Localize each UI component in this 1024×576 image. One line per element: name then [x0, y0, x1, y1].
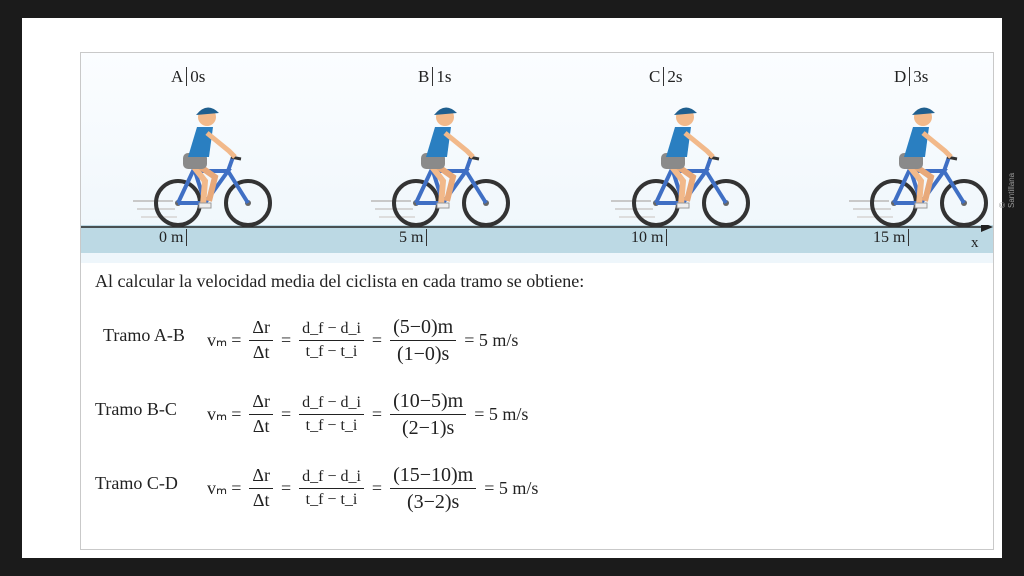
- tramo-row: [95, 305, 975, 375]
- d-t-fraction: [299, 320, 364, 360]
- axis-x-label: x: [971, 235, 979, 251]
- denominator: (1−0)s: [396, 342, 450, 365]
- vm-symbol: vₘ: [207, 329, 228, 350]
- d-difference: d_f − d_i: [299, 320, 364, 341]
- cyclist-a: [133, 83, 283, 233]
- equals: =: [280, 403, 292, 424]
- equals: =: [280, 329, 292, 350]
- equals: =: [231, 403, 242, 424]
- d-t-fraction: [299, 394, 364, 434]
- figure-panel: [80, 52, 994, 550]
- dist-c: 10 m: [631, 229, 667, 247]
- cyclist-d: [849, 83, 999, 233]
- point-a-label: A 0s: [171, 67, 206, 86]
- vm-symbol: vₘ: [207, 403, 228, 424]
- delta-t: Δt: [252, 341, 270, 362]
- value-fraction: [390, 390, 466, 439]
- equals: =: [231, 329, 242, 350]
- result: = 5 m/s: [484, 477, 539, 498]
- denominator: (2−1)s: [401, 416, 455, 439]
- delta-r: Δr: [249, 392, 273, 415]
- dist-a: 0 m: [159, 229, 187, 247]
- numerator: (5−0)m: [390, 316, 456, 341]
- result: = 5 m/s: [474, 403, 529, 424]
- delta-t: Δt: [252, 415, 270, 436]
- point-d-label: D 3s: [894, 67, 929, 86]
- tramo-label: Tramo B-C: [95, 399, 177, 419]
- delta-t: Δt: [252, 489, 270, 510]
- point-c-label: C 2s: [649, 67, 683, 86]
- slide: [22, 18, 1016, 558]
- equals: =: [371, 329, 383, 350]
- d-difference: d_f − d_i: [299, 468, 364, 489]
- dist-d: 15 m: [873, 229, 909, 247]
- point-b-label: B 1s: [418, 67, 452, 86]
- equals: =: [371, 403, 383, 424]
- equals: =: [231, 477, 242, 498]
- cyclist-c: [611, 83, 761, 233]
- equation: [207, 459, 542, 517]
- intro-text: Al calcular la velocidad media del ciclista en cada tramo se obtiene:: [95, 271, 585, 291]
- equation: [207, 311, 522, 369]
- equals: =: [371, 477, 383, 498]
- value-fraction: [390, 316, 456, 365]
- tramo-label: Tramo A-B: [103, 325, 185, 345]
- tramo-label: Tramo C-D: [95, 473, 178, 493]
- delta-r: Δr: [249, 466, 273, 489]
- denominator: (3−2)s: [406, 490, 460, 513]
- tramo-row: [95, 379, 975, 449]
- delta-r: Δr: [249, 318, 273, 341]
- numerator: (15−10)m: [390, 464, 476, 489]
- equation: [207, 385, 532, 443]
- cyclist-b: [371, 83, 521, 233]
- cyclist-scene: [81, 53, 993, 263]
- t-difference: t_f − t_i: [305, 342, 358, 360]
- copyright-text: © Santillana: [998, 172, 1016, 208]
- equals: =: [280, 477, 292, 498]
- vm-symbol: vₘ: [207, 477, 228, 498]
- tramo-row: [95, 453, 975, 523]
- d-t-fraction: [299, 468, 364, 508]
- result: = 5 m/s: [464, 329, 519, 350]
- delta-fraction: [249, 318, 273, 363]
- d-difference: d_f − d_i: [299, 394, 364, 415]
- delta-fraction: [249, 466, 273, 511]
- value-fraction: [390, 464, 476, 513]
- dist-b: 5 m: [399, 229, 427, 247]
- delta-fraction: [249, 392, 273, 437]
- t-difference: t_f − t_i: [305, 416, 358, 434]
- t-difference: t_f − t_i: [305, 490, 358, 508]
- numerator: (10−5)m: [390, 390, 466, 415]
